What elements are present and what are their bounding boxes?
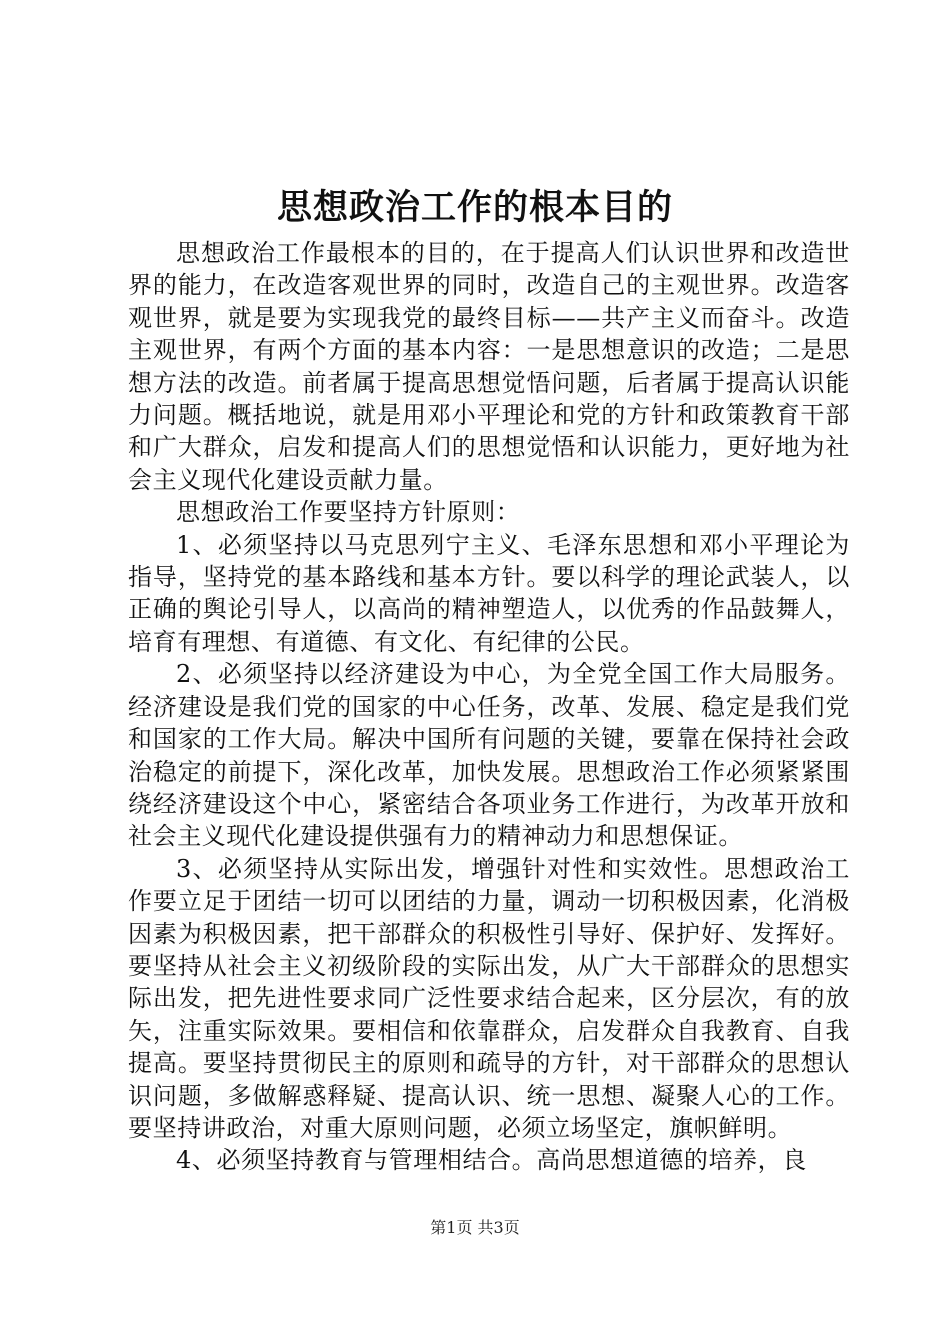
paragraph-principle-1: 1、必须坚持以马克思列宁主义、毛泽东思想和邓小平理论为指导，坚持党的基本路线和基本方针。要以科学的理论武装人，以正确的舆论引导人，以高尚的精神塑造人，以优秀的作品鼓舞人，培育有理想、有道德、有文化、有纪律的公民。 xyxy=(128,530,850,656)
document-body xyxy=(128,237,850,1177)
paragraph-purpose: 思想政治工作最根本的目的，在于提高人们认识世界和改造世界的能力，在改造客观世界的同时，改造自己的主观世界。改造客观世界，就是要为实现我党的最终目标——共产主义而奋斗。改造主观世界，有两个方面的基本内容：一是思想意识的改造；二是思想方法的改造。前者属于提高思想觉悟问题，后者属于提高认识能力问题。概括地说，就是用邓小平理论和党的方针和政策教育干部和广大群众，启发和提高人们的思想觉悟和认识能力，更好地为社会主义现代化建设贡献力量。 xyxy=(128,239,850,494)
paragraph-principle-3: 3、必须坚持从实际出发，增强针对性和实效性。思想政治工作要立足于团结一切可以团结的力量，调动一切积极因素，化消极因素为积极因素，把干部群众的积极性引导好、保护好、发挥好。要坚持从社会主义初级阶段的实际出发，从广大干部群众的思想实际出发，把先进性要求同广泛性要求结合起来，区分层次，有的放矢，注重实际效果。要相信和依靠群众，启发群众自我教育、自我提高。要坚持贯彻民主的原则和疏导的方针，对干部群众的思想认识问题，多做解惑释疑、提高认识、统一思想、凝聚人心的工作。要坚持讲政治，对重大原则问题，必须立场坚定，旗帜鲜明。 xyxy=(128,854,850,1142)
paragraph-principle-4: 4、必须坚持教育与管理相结合。高尚思想道德的培养，良 xyxy=(176,1146,807,1175)
page-number-footer: 第1页 共3页 xyxy=(430,1218,520,1237)
document-title: 思想政治工作的根本目的 xyxy=(276,187,673,228)
paragraph-principles-intro: 思想政治工作要坚持方针原则： xyxy=(176,498,521,527)
paragraph-principle-2: 2、必须坚持以经济建设为中心，为全党全国工作大局服务。经济建设是我们党的国家的中心任务，改革、发展、稳定是我们党和国家的工作大局。解决中国所有问题的关键，要靠在保持社会政治稳定的前提下，深化改革，加快发展。思想政治工作必须紧紧围绕经济建设这个中心，紧密结合各项业务工作进行，为改革开放和社会主义现代化建设提供强有力的精神动力和思想保证。 xyxy=(128,660,850,851)
